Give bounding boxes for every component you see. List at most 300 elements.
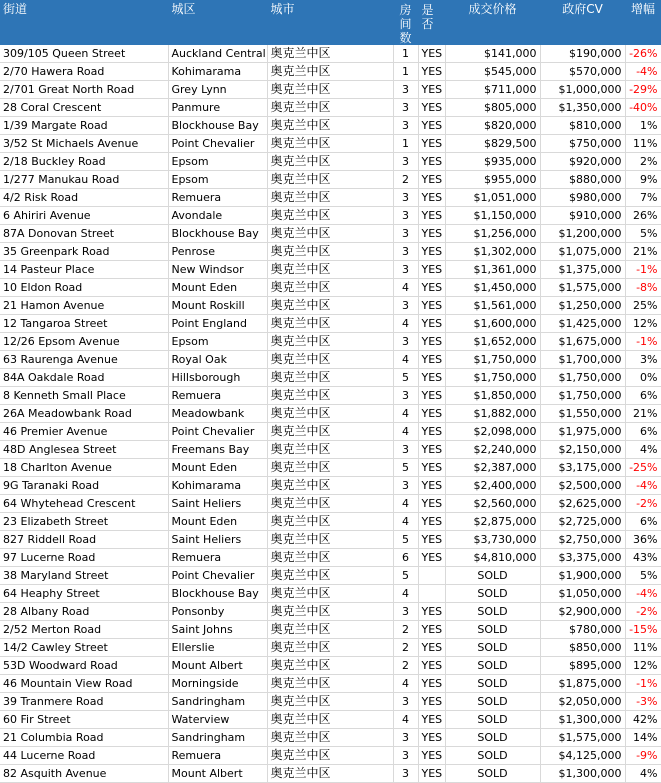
- cell-price: $2,240,000: [445, 441, 540, 459]
- cell-change: 14%: [625, 729, 661, 747]
- cell-yesno: YES: [418, 405, 445, 423]
- cell-yesno: [418, 567, 445, 585]
- cell-change: 12%: [625, 315, 661, 333]
- cell-change: -1%: [625, 261, 661, 279]
- cell-city: 奥克兰中区: [267, 423, 393, 441]
- cell-rooms: 3: [393, 747, 418, 765]
- cell-street: 21 Hamon Avenue: [0, 297, 168, 315]
- table-row: [0, 711, 661, 729]
- table-row: [0, 513, 661, 531]
- table-row: [0, 531, 661, 549]
- cell-cv: $2,750,000: [540, 531, 625, 549]
- table-row: [0, 567, 661, 585]
- cell-change: 12%: [625, 657, 661, 675]
- cell-price: $2,098,000: [445, 423, 540, 441]
- table-row: [0, 243, 661, 261]
- cell-change: 9%: [625, 171, 661, 189]
- cell-city: 奥克兰中区: [267, 729, 393, 747]
- cell-district: Grey Lynn: [168, 81, 267, 99]
- cell-street: 64 Whytehead Crescent: [0, 495, 168, 513]
- cell-city: 奥克兰中区: [267, 441, 393, 459]
- cell-yesno: YES: [418, 189, 445, 207]
- cell-yesno: YES: [418, 747, 445, 765]
- table-row: [0, 261, 661, 279]
- cell-city: 奥克兰中区: [267, 189, 393, 207]
- cell-yesno: YES: [418, 387, 445, 405]
- cell-city: 奥克兰中区: [267, 117, 393, 135]
- cell-street: 9G Taranaki Road: [0, 477, 168, 495]
- cell-rooms: 3: [393, 243, 418, 261]
- cell-cv: $1,575,000: [540, 729, 625, 747]
- cell-price: $711,000: [445, 81, 540, 99]
- cell-street: 21 Columbia Road: [0, 729, 168, 747]
- cell-district: Remuera: [168, 549, 267, 567]
- cell-city: 奥克兰中区: [267, 135, 393, 153]
- cell-price: SOLD: [445, 567, 540, 585]
- cell-street: 1/39 Margate Road: [0, 117, 168, 135]
- cell-change: -4%: [625, 477, 661, 495]
- cell-rooms: 3: [393, 117, 418, 135]
- cell-cv: $1,575,000: [540, 279, 625, 297]
- table-row: [0, 207, 661, 225]
- cell-cv: $1,675,000: [540, 333, 625, 351]
- cell-price: $1,652,000: [445, 333, 540, 351]
- cell-district: Sandringham: [168, 693, 267, 711]
- cell-change: -40%: [625, 99, 661, 117]
- cell-cv: $1,300,000: [540, 765, 625, 783]
- cell-street: 2/70 Hawera Road: [0, 63, 168, 81]
- cell-cv: $1,200,000: [540, 225, 625, 243]
- cell-street: 63 Raurenga Avenue: [0, 351, 168, 369]
- cell-street: 2/701 Great North Road: [0, 81, 168, 99]
- cell-district: Point Chevalier: [168, 567, 267, 585]
- cell-street: 46 Premier Avenue: [0, 423, 168, 441]
- cell-district: Remuera: [168, 747, 267, 765]
- cell-yesno: YES: [418, 63, 445, 81]
- cell-change: -29%: [625, 81, 661, 99]
- cell-street: 14/2 Cawley Street: [0, 639, 168, 657]
- cell-district: Epsom: [168, 333, 267, 351]
- cell-yesno: YES: [418, 171, 445, 189]
- cell-city: 奥克兰中区: [267, 261, 393, 279]
- table-row: [0, 603, 661, 621]
- cell-street: 60 Fir Street: [0, 711, 168, 729]
- cell-city: 奥克兰中区: [267, 765, 393, 783]
- cell-change: 42%: [625, 711, 661, 729]
- table-row: [0, 153, 661, 171]
- cell-change: -26%: [625, 45, 661, 63]
- table-row: [0, 747, 661, 765]
- cell-city: 奥克兰中区: [267, 711, 393, 729]
- cell-yesno: YES: [418, 639, 445, 657]
- cell-rooms: 3: [393, 99, 418, 117]
- cell-city: 奥克兰中区: [267, 657, 393, 675]
- cell-yesno: YES: [418, 153, 445, 171]
- cell-price: $955,000: [445, 171, 540, 189]
- cell-rooms: 1: [393, 135, 418, 153]
- cell-rooms: 2: [393, 639, 418, 657]
- cell-yesno: YES: [418, 603, 445, 621]
- cell-rooms: 4: [393, 315, 418, 333]
- table-row: [0, 297, 661, 315]
- cell-street: 14 Pasteur Place: [0, 261, 168, 279]
- cell-yesno: YES: [418, 243, 445, 261]
- cell-rooms: 3: [393, 189, 418, 207]
- cell-cv: $1,700,000: [540, 351, 625, 369]
- cell-cv: $190,000: [540, 45, 625, 63]
- cell-rooms: 3: [393, 477, 418, 495]
- table-row: [0, 423, 661, 441]
- cell-rooms: 3: [393, 207, 418, 225]
- cell-change: 4%: [625, 441, 661, 459]
- cell-cv: $980,000: [540, 189, 625, 207]
- cell-change: 6%: [625, 387, 661, 405]
- cell-cv: $1,875,000: [540, 675, 625, 693]
- cell-rooms: 3: [393, 765, 418, 783]
- cell-change: -2%: [625, 603, 661, 621]
- table-row: [0, 459, 661, 477]
- cell-yesno: YES: [418, 495, 445, 513]
- cell-price: $4,810,000: [445, 549, 540, 567]
- cell-rooms: 4: [393, 585, 418, 603]
- table-row: [0, 585, 661, 603]
- table-row: [0, 351, 661, 369]
- cell-street: 39 Tranmere Road: [0, 693, 168, 711]
- cell-yesno: YES: [418, 513, 445, 531]
- cell-city: 奥克兰中区: [267, 693, 393, 711]
- cell-city: 奥克兰中区: [267, 153, 393, 171]
- cell-city: 奥克兰中区: [267, 45, 393, 63]
- cell-city: 奥克兰中区: [267, 675, 393, 693]
- cell-cv: $1,425,000: [540, 315, 625, 333]
- cell-change: 26%: [625, 207, 661, 225]
- cell-change: 5%: [625, 567, 661, 585]
- cell-rooms: 5: [393, 567, 418, 585]
- cell-yesno: YES: [418, 45, 445, 63]
- cell-district: Meadowbank: [168, 405, 267, 423]
- cell-cv: $1,350,000: [540, 99, 625, 117]
- cell-district: Mount Albert: [168, 765, 267, 783]
- cell-district: Kohimarama: [168, 63, 267, 81]
- cell-city: 奥克兰中区: [267, 207, 393, 225]
- cell-change: 36%: [625, 531, 661, 549]
- cell-city: 奥克兰中区: [267, 747, 393, 765]
- cell-rooms: 2: [393, 171, 418, 189]
- table-row: [0, 639, 661, 657]
- cell-street: 12 Tangaroa Street: [0, 315, 168, 333]
- cell-cv: $3,375,000: [540, 549, 625, 567]
- table-row: [0, 405, 661, 423]
- cell-city: 奥克兰中区: [267, 621, 393, 639]
- cell-yesno: YES: [418, 315, 445, 333]
- cell-change: 3%: [625, 351, 661, 369]
- cell-city: 奥克兰中区: [267, 171, 393, 189]
- cell-street: 2/52 Merton Road: [0, 621, 168, 639]
- cell-change: 21%: [625, 243, 661, 261]
- cell-yesno: YES: [418, 765, 445, 783]
- cell-price: SOLD: [445, 657, 540, 675]
- cell-cv: $850,000: [540, 639, 625, 657]
- cell-district: Saint Johns: [168, 621, 267, 639]
- cell-yesno: YES: [418, 531, 445, 549]
- cell-rooms: 2: [393, 657, 418, 675]
- cell-rooms: 5: [393, 459, 418, 477]
- cell-change: 25%: [625, 297, 661, 315]
- cell-city: 奥克兰中区: [267, 81, 393, 99]
- cell-street: 53D Woodward Road: [0, 657, 168, 675]
- cell-yesno: YES: [418, 297, 445, 315]
- cell-change: 43%: [625, 549, 661, 567]
- header-row: [0, 0, 661, 45]
- table-row: [0, 135, 661, 153]
- cell-district: Ponsonby: [168, 603, 267, 621]
- cell-cv: $2,150,000: [540, 441, 625, 459]
- cell-rooms: 4: [393, 495, 418, 513]
- cell-price: $1,361,000: [445, 261, 540, 279]
- cell-price: $2,387,000: [445, 459, 540, 477]
- cell-street: 35 Greenpark Road: [0, 243, 168, 261]
- cell-rooms: 3: [393, 333, 418, 351]
- cell-price: $1,561,000: [445, 297, 540, 315]
- cell-price: $2,875,000: [445, 513, 540, 531]
- table-row: [0, 189, 661, 207]
- cell-district: Mount Eden: [168, 459, 267, 477]
- cell-district: Kohimarama: [168, 477, 267, 495]
- cell-city: 奥克兰中区: [267, 315, 393, 333]
- table-row: [0, 441, 661, 459]
- cell-price: $1,150,000: [445, 207, 540, 225]
- cell-change: -9%: [625, 747, 661, 765]
- cell-district: Hillsborough: [168, 369, 267, 387]
- cell-street: 26A Meadowbank Road: [0, 405, 168, 423]
- cell-cv: $1,750,000: [540, 387, 625, 405]
- table-row: [0, 369, 661, 387]
- cell-change: -8%: [625, 279, 661, 297]
- table-row: [0, 315, 661, 333]
- cell-street: 309/105 Queen Street: [0, 45, 168, 63]
- table-row: [0, 279, 661, 297]
- cell-price: SOLD: [445, 585, 540, 603]
- cell-cv: $1,975,000: [540, 423, 625, 441]
- cell-cv: $3,175,000: [540, 459, 625, 477]
- cell-street: 82 Asquith Avenue: [0, 765, 168, 783]
- cell-yesno: YES: [418, 369, 445, 387]
- cell-district: Epsom: [168, 153, 267, 171]
- cell-street: 28 Coral Crescent: [0, 99, 168, 117]
- cell-district: Remuera: [168, 189, 267, 207]
- header-change: 增幅: [625, 0, 661, 45]
- table-row: [0, 81, 661, 99]
- cell-price: $820,000: [445, 117, 540, 135]
- header-yesno: 是否: [418, 0, 445, 45]
- cell-district: Panmure: [168, 99, 267, 117]
- cell-price: $545,000: [445, 63, 540, 81]
- cell-street: 28 Albany Road: [0, 603, 168, 621]
- cell-street: 1/277 Manukau Road: [0, 171, 168, 189]
- cell-yesno: YES: [418, 423, 445, 441]
- cell-price: SOLD: [445, 711, 540, 729]
- cell-city: 奥克兰中区: [267, 225, 393, 243]
- cell-city: 奥克兰中区: [267, 531, 393, 549]
- cell-street: 23 Elizabeth Street: [0, 513, 168, 531]
- cell-price: $3,730,000: [445, 531, 540, 549]
- cell-price: $2,400,000: [445, 477, 540, 495]
- cell-change: 0%: [625, 369, 661, 387]
- cell-change: 21%: [625, 405, 661, 423]
- cell-rooms: 4: [393, 423, 418, 441]
- cell-price: $1,750,000: [445, 351, 540, 369]
- cell-rooms: 3: [393, 693, 418, 711]
- cell-change: -1%: [625, 675, 661, 693]
- cell-city: 奥克兰中区: [267, 333, 393, 351]
- cell-street: 10 Eldon Road: [0, 279, 168, 297]
- cell-price: $1,882,000: [445, 405, 540, 423]
- cell-price: $1,750,000: [445, 369, 540, 387]
- cell-price: SOLD: [445, 765, 540, 783]
- cell-yesno: YES: [418, 675, 445, 693]
- cell-rooms: 4: [393, 405, 418, 423]
- cell-district: Morningside: [168, 675, 267, 693]
- header-cv: 政府CV: [540, 0, 625, 45]
- cell-district: Blockhouse Bay: [168, 117, 267, 135]
- cell-cv: $1,300,000: [540, 711, 625, 729]
- cell-city: 奥克兰中区: [267, 279, 393, 297]
- cell-city: 奥克兰中区: [267, 459, 393, 477]
- cell-street: 2/18 Buckley Road: [0, 153, 168, 171]
- cell-district: Blockhouse Bay: [168, 225, 267, 243]
- cell-change: -2%: [625, 495, 661, 513]
- cell-district: Auckland Central: [168, 45, 267, 63]
- cell-cv: $1,750,000: [540, 369, 625, 387]
- cell-rooms: 3: [393, 387, 418, 405]
- cell-street: 48D Anglesea Street: [0, 441, 168, 459]
- cell-yesno: YES: [418, 207, 445, 225]
- cell-city: 奥克兰中区: [267, 513, 393, 531]
- cell-cv: $780,000: [540, 621, 625, 639]
- cell-district: Avondale: [168, 207, 267, 225]
- header-rooms: 房间数: [393, 0, 418, 45]
- cell-district: Mount Eden: [168, 279, 267, 297]
- cell-rooms: 1: [393, 45, 418, 63]
- cell-yesno: YES: [418, 729, 445, 747]
- cell-change: 11%: [625, 639, 661, 657]
- cell-district: Mount Eden: [168, 513, 267, 531]
- cell-rooms: 3: [393, 297, 418, 315]
- cell-change: -1%: [625, 333, 661, 351]
- cell-rooms: 3: [393, 153, 418, 171]
- cell-price: $1,600,000: [445, 315, 540, 333]
- cell-price: $141,000: [445, 45, 540, 63]
- cell-price: $1,850,000: [445, 387, 540, 405]
- cell-cv: $2,900,000: [540, 603, 625, 621]
- cell-rooms: 3: [393, 729, 418, 747]
- cell-city: 奥克兰中区: [267, 351, 393, 369]
- cell-rooms: 3: [393, 441, 418, 459]
- cell-price: SOLD: [445, 603, 540, 621]
- cell-change: 4%: [625, 765, 661, 783]
- cell-change: -4%: [625, 585, 661, 603]
- cell-rooms: 4: [393, 711, 418, 729]
- header-district: 城区: [168, 0, 267, 45]
- cell-price: SOLD: [445, 621, 540, 639]
- table-row: [0, 45, 661, 63]
- cell-city: 奥克兰中区: [267, 297, 393, 315]
- table-row: [0, 117, 661, 135]
- cell-district: Penrose: [168, 243, 267, 261]
- cell-change: 5%: [625, 225, 661, 243]
- table-row: [0, 333, 661, 351]
- table-row: [0, 729, 661, 747]
- cell-district: Waterview: [168, 711, 267, 729]
- cell-yesno: YES: [418, 99, 445, 117]
- cell-price: $805,000: [445, 99, 540, 117]
- cell-district: Ellerslie: [168, 639, 267, 657]
- cell-price: $1,302,000: [445, 243, 540, 261]
- cell-cv: $2,050,000: [540, 693, 625, 711]
- cell-change: -25%: [625, 459, 661, 477]
- table-row: [0, 387, 661, 405]
- cell-yesno: YES: [418, 225, 445, 243]
- cell-street: 18 Charlton Avenue: [0, 459, 168, 477]
- cell-street: 827 Riddell Road: [0, 531, 168, 549]
- cell-cv: $570,000: [540, 63, 625, 81]
- table-row: [0, 693, 661, 711]
- cell-district: Saint Heliers: [168, 495, 267, 513]
- cell-street: 87A Donovan Street: [0, 225, 168, 243]
- cell-price: $1,256,000: [445, 225, 540, 243]
- cell-change: -15%: [625, 621, 661, 639]
- cell-yesno: YES: [418, 351, 445, 369]
- cell-yesno: YES: [418, 549, 445, 567]
- table-row: [0, 495, 661, 513]
- cell-rooms: 3: [393, 261, 418, 279]
- cell-price: $935,000: [445, 153, 540, 171]
- cell-change: 2%: [625, 153, 661, 171]
- cell-change: 7%: [625, 189, 661, 207]
- cell-street: 3/52 St Michaels Avenue: [0, 135, 168, 153]
- cell-price: SOLD: [445, 729, 540, 747]
- cell-street: 12/26 Epsom Avenue: [0, 333, 168, 351]
- cell-rooms: 4: [393, 279, 418, 297]
- cell-yesno: YES: [418, 261, 445, 279]
- cell-city: 奥克兰中区: [267, 387, 393, 405]
- cell-change: -3%: [625, 693, 661, 711]
- table-row: [0, 99, 661, 117]
- cell-district: Remuera: [168, 387, 267, 405]
- cell-yesno: YES: [418, 693, 445, 711]
- cell-cv: $1,000,000: [540, 81, 625, 99]
- cell-cv: $920,000: [540, 153, 625, 171]
- cell-street: 38 Maryland Street: [0, 567, 168, 585]
- cell-price: $2,560,000: [445, 495, 540, 513]
- cell-rooms: 1: [393, 63, 418, 81]
- cell-price: SOLD: [445, 747, 540, 765]
- table-row: [0, 549, 661, 567]
- cell-rooms: 2: [393, 621, 418, 639]
- cell-yesno: YES: [418, 279, 445, 297]
- cell-cv: $895,000: [540, 657, 625, 675]
- cell-cv: $1,550,000: [540, 405, 625, 423]
- cell-district: New Windsor: [168, 261, 267, 279]
- cell-cv: $810,000: [540, 117, 625, 135]
- table-row: [0, 765, 661, 783]
- cell-district: Mount Roskill: [168, 297, 267, 315]
- cell-street: 84A Oakdale Road: [0, 369, 168, 387]
- cell-yesno: YES: [418, 81, 445, 99]
- cell-price: SOLD: [445, 639, 540, 657]
- cell-city: 奥克兰中区: [267, 63, 393, 81]
- cell-rooms: 4: [393, 675, 418, 693]
